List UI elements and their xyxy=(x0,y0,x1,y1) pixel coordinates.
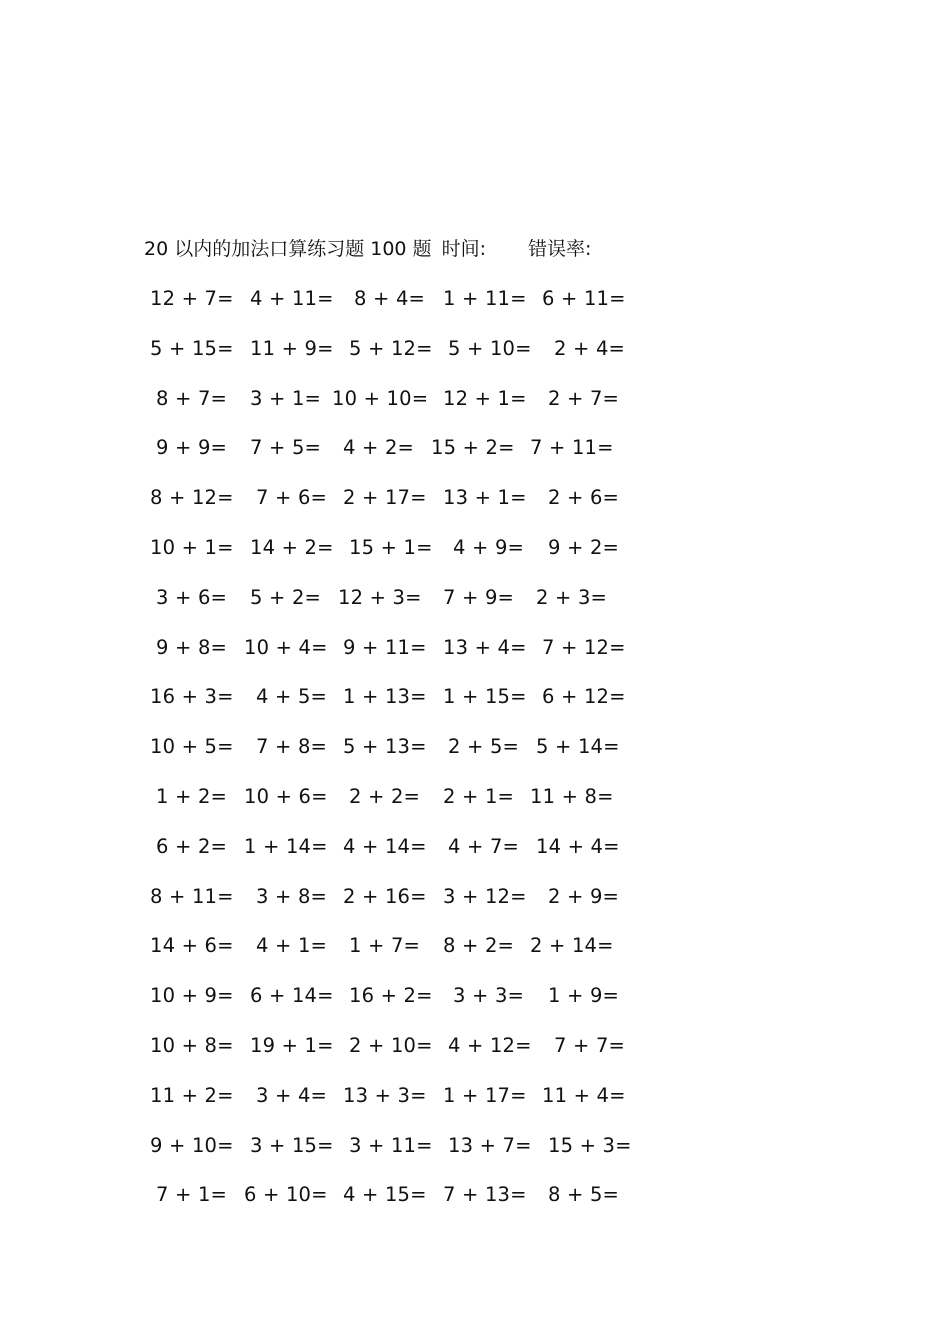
addition-problem: 13 + 3= xyxy=(343,1083,427,1107)
addition-problem: 15 + 3= xyxy=(548,1133,632,1157)
addition-problem: 9 + 8= xyxy=(156,635,228,659)
addition-problem: 13 + 1= xyxy=(443,486,527,510)
addition-problem: 2 + 6= xyxy=(548,486,620,510)
problem-row xyxy=(0,435,950,485)
addition-problem: 12 + 3= xyxy=(338,585,422,609)
addition-problem: 12 + 7= xyxy=(150,287,234,310)
addition-problem: 6 + 10= xyxy=(244,1183,328,1207)
addition-problem: 1 + 13= xyxy=(343,685,427,709)
addition-problem: 10 + 8= xyxy=(150,1033,234,1057)
addition-problem: 4 + 7= xyxy=(448,834,520,858)
problem-row xyxy=(0,734,950,784)
addition-problem: 10 + 6= xyxy=(244,784,328,808)
addition-problem: 14 + 4= xyxy=(536,834,620,858)
addition-problem: 6 + 14= xyxy=(250,984,334,1008)
addition-problem: 15 + 1= xyxy=(349,535,433,559)
addition-problem: 7 + 8= xyxy=(256,735,328,759)
addition-problem: 8 + 11= xyxy=(150,884,234,908)
addition-problem: 8 + 4= xyxy=(354,287,426,310)
addition-problem: 2 + 7= xyxy=(548,386,620,410)
addition-problem: 11 + 4= xyxy=(542,1083,626,1107)
addition-problem: 7 + 9= xyxy=(443,585,515,609)
addition-problem: 3 + 3= xyxy=(453,984,525,1008)
problem-row xyxy=(0,485,950,535)
addition-problem: 1 + 11= xyxy=(443,287,527,310)
addition-problem: 13 + 4= xyxy=(443,635,527,659)
problem-row xyxy=(0,585,950,635)
addition-problem: 4 + 12= xyxy=(448,1033,532,1057)
addition-problem: 9 + 9= xyxy=(156,436,228,460)
addition-problem: 7 + 5= xyxy=(250,436,322,460)
problem-row xyxy=(0,386,950,436)
problem-row xyxy=(0,784,950,834)
problem-row xyxy=(0,336,950,386)
addition-problem: 14 + 2= xyxy=(250,535,334,559)
problem-row xyxy=(0,684,950,734)
problem-row xyxy=(0,1133,950,1183)
addition-problem: 10 + 5= xyxy=(150,735,234,759)
problem-row xyxy=(0,983,950,1033)
addition-problem: 3 + 1= xyxy=(250,386,322,410)
addition-problem: 2 + 9= xyxy=(548,884,620,908)
addition-problem: 4 + 1= xyxy=(256,934,328,958)
addition-problem: 2 + 3= xyxy=(536,585,608,609)
addition-problem: 9 + 2= xyxy=(548,535,620,559)
addition-problem: 2 + 5= xyxy=(448,735,520,759)
problem-row xyxy=(0,535,950,585)
addition-problem: 4 + 2= xyxy=(343,436,415,460)
addition-problem: 7 + 13= xyxy=(443,1183,527,1207)
addition-problem: 7 + 11= xyxy=(530,436,614,460)
addition-problem: 1 + 14= xyxy=(244,834,328,858)
addition-problem: 3 + 15= xyxy=(250,1133,334,1157)
worksheet-title: 20 以内的加法口算练习题 100 题 xyxy=(144,238,432,260)
worksheet-header xyxy=(144,236,591,262)
addition-problem: 7 + 6= xyxy=(256,486,328,510)
addition-problem: 10 + 1= xyxy=(150,535,234,559)
addition-problem: 16 + 2= xyxy=(349,984,433,1008)
problem-row xyxy=(0,884,950,934)
addition-problem: 7 + 1= xyxy=(156,1183,228,1207)
addition-problem: 1 + 15= xyxy=(443,685,527,709)
addition-problem: 10 + 4= xyxy=(244,635,328,659)
addition-problem: 1 + 17= xyxy=(443,1083,527,1107)
addition-problem: 3 + 11= xyxy=(349,1133,433,1157)
addition-problem: 2 + 16= xyxy=(343,884,427,908)
addition-problem: 2 + 10= xyxy=(349,1033,433,1057)
addition-problem: 6 + 11= xyxy=(542,287,626,310)
addition-problem: 14 + 6= xyxy=(150,934,234,958)
addition-problem: 4 + 5= xyxy=(256,685,328,709)
addition-problem: 4 + 9= xyxy=(453,535,525,559)
addition-problem: 2 + 2= xyxy=(349,784,421,808)
addition-problem: 3 + 4= xyxy=(256,1083,328,1107)
addition-problem: 10 + 10= xyxy=(332,386,429,410)
problem-row xyxy=(0,1033,950,1083)
addition-problem: 9 + 10= xyxy=(150,1133,234,1157)
addition-problem: 1 + 9= xyxy=(548,984,620,1008)
addition-problem: 3 + 6= xyxy=(156,585,228,609)
addition-problem: 11 + 2= xyxy=(150,1083,234,1107)
addition-problem: 9 + 11= xyxy=(343,635,427,659)
addition-problem: 5 + 12= xyxy=(349,336,433,360)
addition-problem: 11 + 8= xyxy=(530,784,614,808)
addition-problem: 5 + 2= xyxy=(250,585,322,609)
addition-problem: 6 + 12= xyxy=(542,685,626,709)
addition-problem: 11 + 9= xyxy=(250,336,334,360)
addition-problem: 5 + 10= xyxy=(448,336,532,360)
addition-problem: 2 + 4= xyxy=(554,336,626,360)
addition-problem: 5 + 15= xyxy=(150,336,234,360)
addition-problem: 2 + 1= xyxy=(443,784,515,808)
addition-problem: 7 + 12= xyxy=(542,635,626,659)
addition-problem: 19 + 1= xyxy=(250,1033,334,1057)
addition-problem: 1 + 2= xyxy=(156,784,228,808)
addition-problem: 5 + 13= xyxy=(343,735,427,759)
time-label: 时间: xyxy=(441,238,486,260)
problem-row xyxy=(0,1182,950,1232)
addition-problem: 4 + 11= xyxy=(250,287,334,310)
addition-problem: 3 + 12= xyxy=(443,884,527,908)
addition-problem: 8 + 12= xyxy=(150,486,234,510)
addition-problem: 5 + 14= xyxy=(536,735,620,759)
addition-problem: 12 + 1= xyxy=(443,386,527,410)
addition-problem: 8 + 2= xyxy=(443,934,515,958)
addition-problem: 7 + 7= xyxy=(554,1033,626,1057)
addition-problem: 8 + 5= xyxy=(548,1183,620,1207)
problem-row xyxy=(0,834,950,884)
addition-problem: 16 + 3= xyxy=(150,685,234,709)
problem-row xyxy=(0,933,950,983)
addition-problem: 3 + 8= xyxy=(256,884,328,908)
addition-problem: 15 + 2= xyxy=(431,436,515,460)
addition-problem: 13 + 7= xyxy=(448,1133,532,1157)
addition-problem: 2 + 17= xyxy=(343,486,427,510)
addition-problem: 6 + 2= xyxy=(156,834,228,858)
addition-problem: 4 + 15= xyxy=(343,1183,427,1207)
problem-row xyxy=(0,286,950,336)
error-rate-label: 错误率: xyxy=(527,238,592,260)
problem-grid xyxy=(0,286,950,1232)
addition-problem: 2 + 14= xyxy=(530,934,614,958)
problem-row xyxy=(0,1083,950,1133)
addition-problem: 10 + 9= xyxy=(150,984,234,1008)
addition-problem: 4 + 14= xyxy=(343,834,427,858)
addition-problem: 1 + 7= xyxy=(349,934,421,958)
problem-row xyxy=(0,635,950,685)
addition-problem: 8 + 7= xyxy=(156,386,228,410)
